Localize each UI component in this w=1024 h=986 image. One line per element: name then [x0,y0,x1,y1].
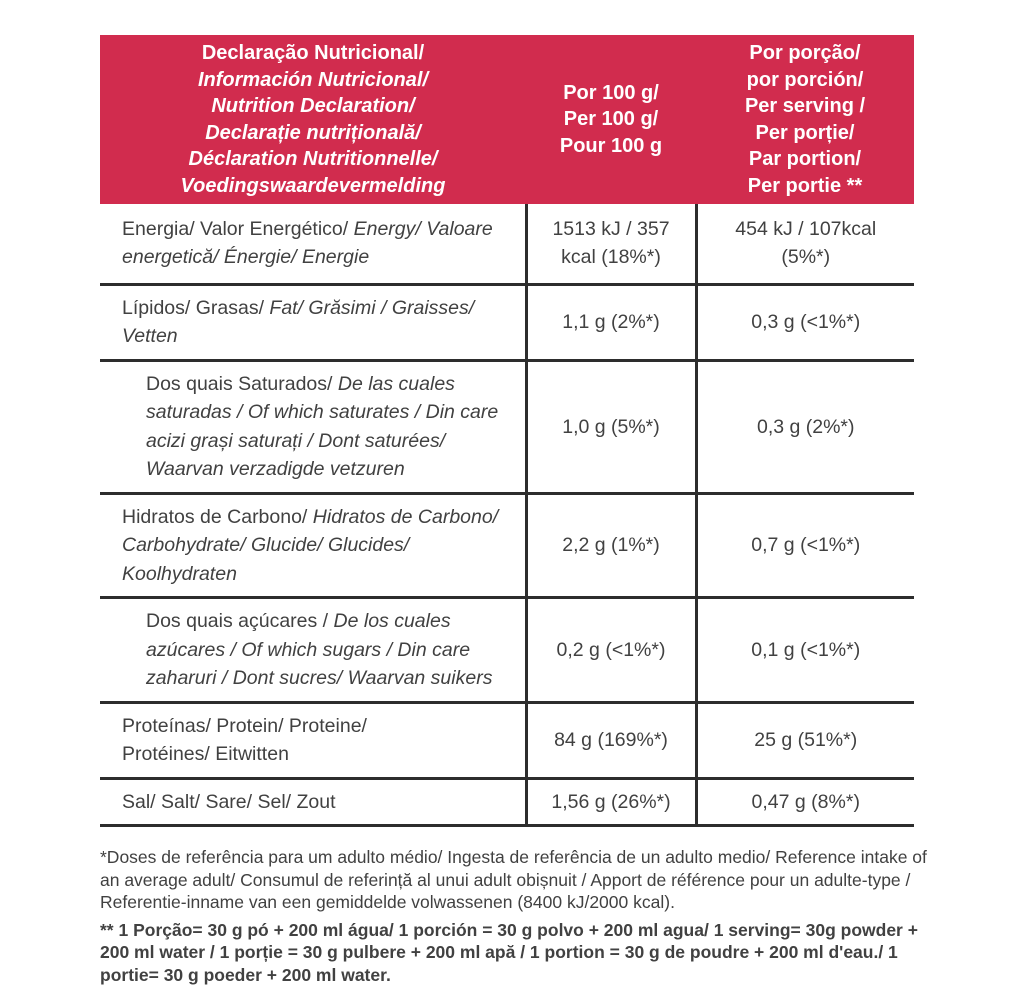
nutrient-label [100,702,526,778]
table-row-energy [100,204,914,284]
value-per-serving: 0,47 g (8%*) [696,778,914,826]
value-per-serving: 0,3 g (<1%*) [696,284,914,360]
header-line: Voedingswaardevermelding [102,173,524,200]
label-text-italic: Fat/ Grăsimi / Graisses/ Vetten [122,297,474,348]
header-line: Declaração Nutricional/ [102,40,524,67]
header-line: Per 100 g/ [528,106,694,133]
table-row-salt [100,778,914,826]
header-col-per-serving [696,35,914,204]
value-per-serving: 0,1 g (<1%*) [696,598,914,703]
header-line: Per portie ** [698,173,912,200]
label-text: Hidratos de Carbono/ [122,506,313,528]
label-text-italic: Hidratos de Carbono/ Carbohydrate/ Glucide/ Glucides/ Koolhydraten [122,506,498,585]
footnote-reference-intake: *Doses de referência para um adulto médio/ Ingesta de referência de un adulto medio/ Reference intake of an average adult/ Consumul de referință al unui adult obișnuit / Apport de référence pour un adulte-type / Referentie-inname van een gemiddelde volwassenen (8400 kJ/2000 kcal). [100,846,936,914]
nutrient-label [100,360,526,493]
label-text-italic: De los cuales azúcares / Of which sugars / Din care zaharuri / Dont sucres/ Waarvan suikers [146,610,492,689]
table-header [100,35,914,204]
table-row-sugars [100,598,914,703]
label-text: Energia/ Valor Energético/ [122,218,354,240]
nutrient-label [100,778,526,826]
value-per-100g: 1513 kJ / 357 kcal (18%*) [526,204,696,284]
label-text: Dos quais açúcares / [146,610,334,632]
value-per-serving: 0,3 g (2%*) [696,360,914,493]
nutrition-table [100,204,914,827]
label-text-italic: Energy/ Valoare energetică/ Énergie/ Energie [122,218,493,269]
label-text: Dos quais Saturados/ [146,373,338,395]
value-per-100g: 1,0 g (5%*) [526,360,696,493]
table-row-protein [100,702,914,778]
header-line: por porción/ [698,67,912,94]
value-per-100g: 1,1 g (2%*) [526,284,696,360]
value-per-100g: 84 g (169%*) [526,702,696,778]
label-text-italic: De las cuales saturadas / Of which saturates / Din care acizi grași saturați / Dont saturées/ Waarvan verzadigde vetzuren [146,373,498,481]
header-col-per-100g [526,35,696,204]
header-line: Déclaration Nutritionnelle/ [102,146,524,173]
value-per-100g: 1,56 g (26%*) [526,778,696,826]
label-text: Sal/ Salt/ Sare/ Sel/ Zout [122,791,336,813]
value-per-100g: 2,2 g (1%*) [526,493,696,598]
header-line: Información Nutricional/ [102,67,524,94]
value-per-serving: 25 g (51%*) [696,702,914,778]
value-per-100g: 0,2 g (<1%*) [526,598,696,703]
nutrient-label [100,493,526,598]
nutrient-label [100,284,526,360]
header-col-nutrients [100,35,526,204]
header-line: Pour 100 g [528,133,694,160]
value-per-serving: 454 kJ / 107kcal (5%*) [696,204,914,284]
nutrient-label [100,204,526,284]
header-line: Par portion/ [698,146,912,173]
label-text: Proteínas/ Protein/ Proteine/ [122,715,367,737]
header-line: Per porție/ [698,120,912,147]
nutrient-label [100,598,526,703]
footnote-serving-definition: ** 1 Porção= 30 g pó + 200 ml água/ 1 porción = 30 g polvo + 200 ml agua/ 1 serving= 30g powder + 200 ml water / 1 porție = 30 g pulbere + 200 ml apă / 1 portion = 30 g de poudre + 200 ml d'eau./ 1 portie= 30 g poeder + 200 ml water. [100,919,936,986]
table-row-carbohydrate [100,493,914,598]
label-text: Lípidos/ Grasas/ [122,297,269,319]
header-line: Declarație nutrițională/ [102,120,524,147]
nutrition-label [100,35,914,986]
header-line: Per serving / [698,93,912,120]
table-row-saturates [100,360,914,493]
value-per-serving: 0,7 g (<1%*) [696,493,914,598]
header-line: Nutrition Declaration/ [102,93,524,120]
label-text: Protéines/ Eitwitten [122,740,515,769]
header-line: Por porção/ [698,40,912,67]
table-row-fat [100,284,914,360]
header-line: Por 100 g/ [528,80,694,107]
